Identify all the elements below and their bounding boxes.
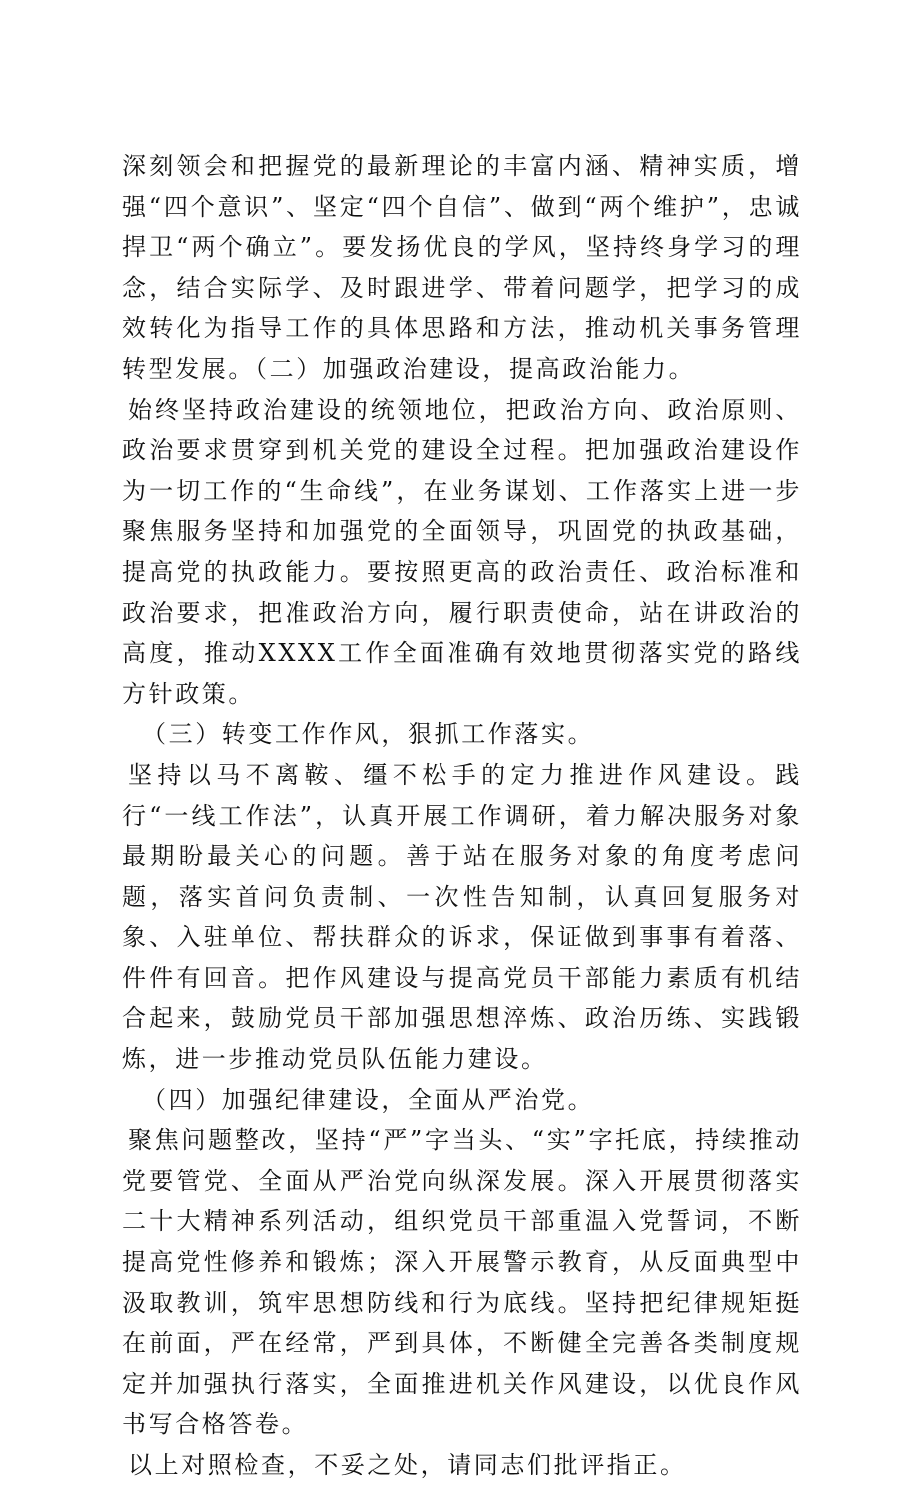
heading-work-style: （三）转变工作作风，狠抓工作落实。 [142,720,595,749]
paragraph-study-theory: 深刻领会和把握党的最新理论的丰富内涵、精神实质，增强“四个意识”、坚定“四个自信”、做到“两个维护”，忠诚捍卫“两个确立”。要发扬优良的学风，坚持终身学习的理念，结合实际学、及时跟进学、带着问题学，把学习的成效转化为指导工作的具体思路和方法，推动机关事务管理转型发展。（二）加强政治建设，提高政治能力。 [122,152,802,383]
paragraph-discipline: 聚焦问题整改，坚持“严”字当头、“实”字托底，持续推动党要管党、全面从严治党向纵深发展。深入开展贯彻落实二十大精神系列活动，组织党员干部重温入党誓词，不断提高党性修养和锻炼；深入开展警示教育，从反面典型中汲取教训，筑牢思想防线和行为底线。坚持把纪律规矩挺在前面，严在经常，严到具体，不断健全完善各类制度规定并加强执行落实，全面推进机关作风建设，以优良作风书写合格答卷。 [122,1126,802,1439]
heading-discipline: （四）加强纪律建设，全面从严治党。 [142,1085,595,1114]
document-body [122,146,802,1486]
paragraph-work-style: 坚持以马不离鞍、缰不松手的定力推进作风建设。践行“一线工作法”，认真开展工作调研，着力解决服务对象最期盼最关心的问题。善于站在服务对象的角度考虑问题，落实首问负责制、一次性告知制，认真回复服务对象、入驻单位、帮扶群众的诉求，保证做到事事有着落、件件有回音。把作风建设与提高党员干部能力素质有机结合起来，鼓励党员干部加强思想淬炼、政治历练、实践锻炼，进一步推动党员队伍能力建设。 [122,760,802,1074]
paragraph-political-construction: 始终坚持政治建设的统领地位，把政治方向、政治原则、政治要求贯穿到机关党的建设全过程。把加强政治建设作为一切工作的“生命线”，在业务谋划、工作落实上进一步聚焦服务坚持和加强党的全面领导，巩固党的执政基础，提高党的执政能力。要按照更高的政治责任、政治标准和政治要求，把准政治方向，履行职责使命，站在讲政治的高度，推动XXXX工作全面准确有效地贯彻落实党的路线方针政策。 [122,395,802,708]
paragraph-closing: 以上对照检查，不妥之处，请同志们批评指正。 [128,1451,687,1479]
